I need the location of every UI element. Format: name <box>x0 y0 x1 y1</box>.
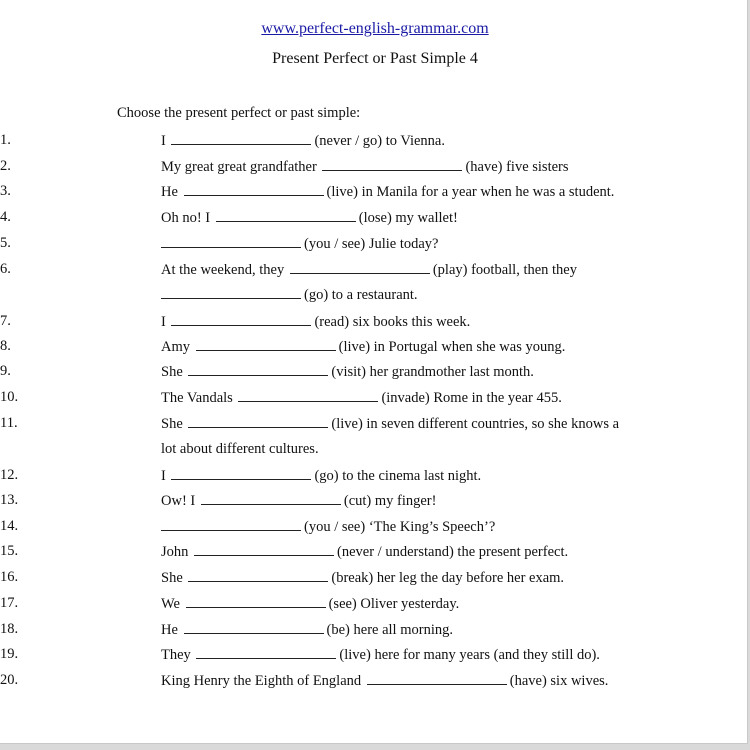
item-number: 5. <box>0 235 11 251</box>
item-text-after: (go) to a restaurant. <box>304 287 418 303</box>
item-text-after: (live) in Manila for a year when he was a student. <box>326 184 615 200</box>
answer-blank[interactable] <box>290 260 430 274</box>
item-text-before: We <box>161 596 184 612</box>
exercise-item <box>0 312 471 330</box>
item-text-before: At the weekend, they <box>161 262 288 278</box>
item-number: 1. <box>0 132 11 148</box>
item-text-after: (see) Oliver yesterday. <box>328 596 460 612</box>
item-number: 13. <box>0 492 19 508</box>
item-text-after: (go) to the cinema last night. <box>314 468 482 484</box>
item-number: 3. <box>0 183 11 199</box>
item-number: 4. <box>0 209 11 225</box>
answer-blank[interactable] <box>188 568 328 582</box>
answer-blank[interactable] <box>161 234 301 248</box>
site-link[interactable]: www.perfect-english-grammar.com <box>261 20 489 37</box>
item-text-before: Amy <box>161 339 194 355</box>
item-text-after: (break) her leg the day before her exam. <box>331 570 565 586</box>
item-number: 2. <box>0 158 11 174</box>
answer-blank[interactable] <box>188 362 328 376</box>
item-number: 18. <box>0 621 19 637</box>
item-text-before: I <box>161 133 170 149</box>
answer-blank[interactable] <box>171 466 311 480</box>
item-text-before: Ow! I <box>161 493 199 509</box>
item-text-before: John <box>161 544 193 560</box>
item-text-after: (cut) my finger! <box>343 493 437 509</box>
exercise-item <box>0 620 453 638</box>
item-number: 11. <box>0 415 18 431</box>
exercise-item <box>0 362 534 380</box>
exercise-item <box>0 671 609 689</box>
item-text-before: She <box>161 364 187 380</box>
item-text-after: (live) here for many years (and they still do). <box>339 647 600 663</box>
item-text-after: (read) six books this week. <box>314 314 471 330</box>
item-text-after: (invade) Rome in the year 455. <box>381 390 562 406</box>
exercise-item <box>0 517 496 535</box>
answer-blank[interactable] <box>186 594 326 608</box>
item-text-before: She <box>161 416 187 432</box>
answer-blank[interactable] <box>196 337 336 351</box>
item-text-before: I <box>161 314 170 330</box>
item-number: 14. <box>0 518 19 534</box>
item-text-after: (have) five sisters <box>465 159 569 175</box>
answer-blank[interactable] <box>194 542 334 556</box>
exercise-item <box>0 491 437 509</box>
exercise-item <box>0 388 562 406</box>
answer-blank[interactable] <box>367 671 507 685</box>
item-text-before: My great great grandfather <box>161 159 321 175</box>
exercise-item <box>0 645 600 663</box>
answer-blank[interactable] <box>161 517 301 531</box>
item-number: 7. <box>0 313 11 329</box>
exercise-item <box>0 568 565 586</box>
exercise-item <box>0 208 458 226</box>
item-number: 10. <box>0 389 19 405</box>
exercise-item <box>0 182 615 200</box>
item-number: 16. <box>0 569 19 585</box>
item-text-before: He <box>161 184 182 200</box>
item-text-after: (be) here all morning. <box>326 622 453 638</box>
item-text-after: (have) six wives. <box>509 673 609 689</box>
item-text-before: They <box>161 647 195 663</box>
answer-blank[interactable] <box>161 285 301 299</box>
item-number: 12. <box>0 467 19 483</box>
page-title: Present Perfect or Past Simple 4 <box>272 50 478 67</box>
exercise-item <box>0 234 439 252</box>
exercise-item <box>0 260 577 278</box>
item-text-before: King Henry the Eighth of England <box>161 673 365 689</box>
item-number: 19. <box>0 646 19 662</box>
answer-blank[interactable] <box>171 312 311 326</box>
answer-blank[interactable] <box>184 182 324 196</box>
item-text-before: Oh no! I <box>161 210 214 226</box>
instruction-text: Choose the present perfect or past simple: <box>117 105 361 121</box>
exercise-item <box>0 157 569 175</box>
answer-blank[interactable] <box>322 157 462 171</box>
item-text-after: (never / go) to Vienna. <box>314 133 445 149</box>
item-text-before: I <box>161 468 170 484</box>
item-text-after: (live) in Portugal when she was young. <box>338 339 566 355</box>
item-number: 6. <box>0 261 11 277</box>
exercise-item <box>0 594 460 612</box>
item-text-after: (visit) her grandmother last month. <box>331 364 534 380</box>
answer-blank[interactable] <box>188 414 328 428</box>
item-number: 8. <box>0 338 11 354</box>
exercise-item <box>0 466 482 484</box>
item-text-after: (you / see) Julie today? <box>304 236 439 252</box>
answer-blank[interactable] <box>184 620 324 634</box>
answer-blank[interactable] <box>196 645 336 659</box>
item-number: 9. <box>0 363 11 379</box>
item-text-before: He <box>161 622 182 638</box>
exercise-item <box>0 337 566 355</box>
answer-blank[interactable] <box>238 388 378 402</box>
item-text-after: (live) in seven different countries, so she knows a <box>331 416 620 432</box>
item-text-after: (play) football, then they <box>432 262 577 278</box>
item-number: 20. <box>0 672 19 688</box>
answer-blank[interactable] <box>216 208 356 222</box>
answer-blank[interactable] <box>171 131 311 145</box>
item-text-before: She <box>161 570 187 586</box>
item-text-before: The Vandals <box>161 390 237 406</box>
exercise-item <box>0 542 569 560</box>
item-text-after: (lose) my wallet! <box>358 210 458 226</box>
exercise-item <box>0 414 620 432</box>
item-number: 15. <box>0 543 19 559</box>
exercise-item <box>0 131 445 149</box>
answer-blank[interactable] <box>201 491 341 505</box>
item-text-continuation: lot about different cultures. <box>161 441 319 457</box>
item-text-after: (never / understand) the present perfect. <box>337 544 569 560</box>
item-number: 17. <box>0 595 19 611</box>
item-text-after: (you / see) ‘The King’s Speech’? <box>304 519 496 535</box>
